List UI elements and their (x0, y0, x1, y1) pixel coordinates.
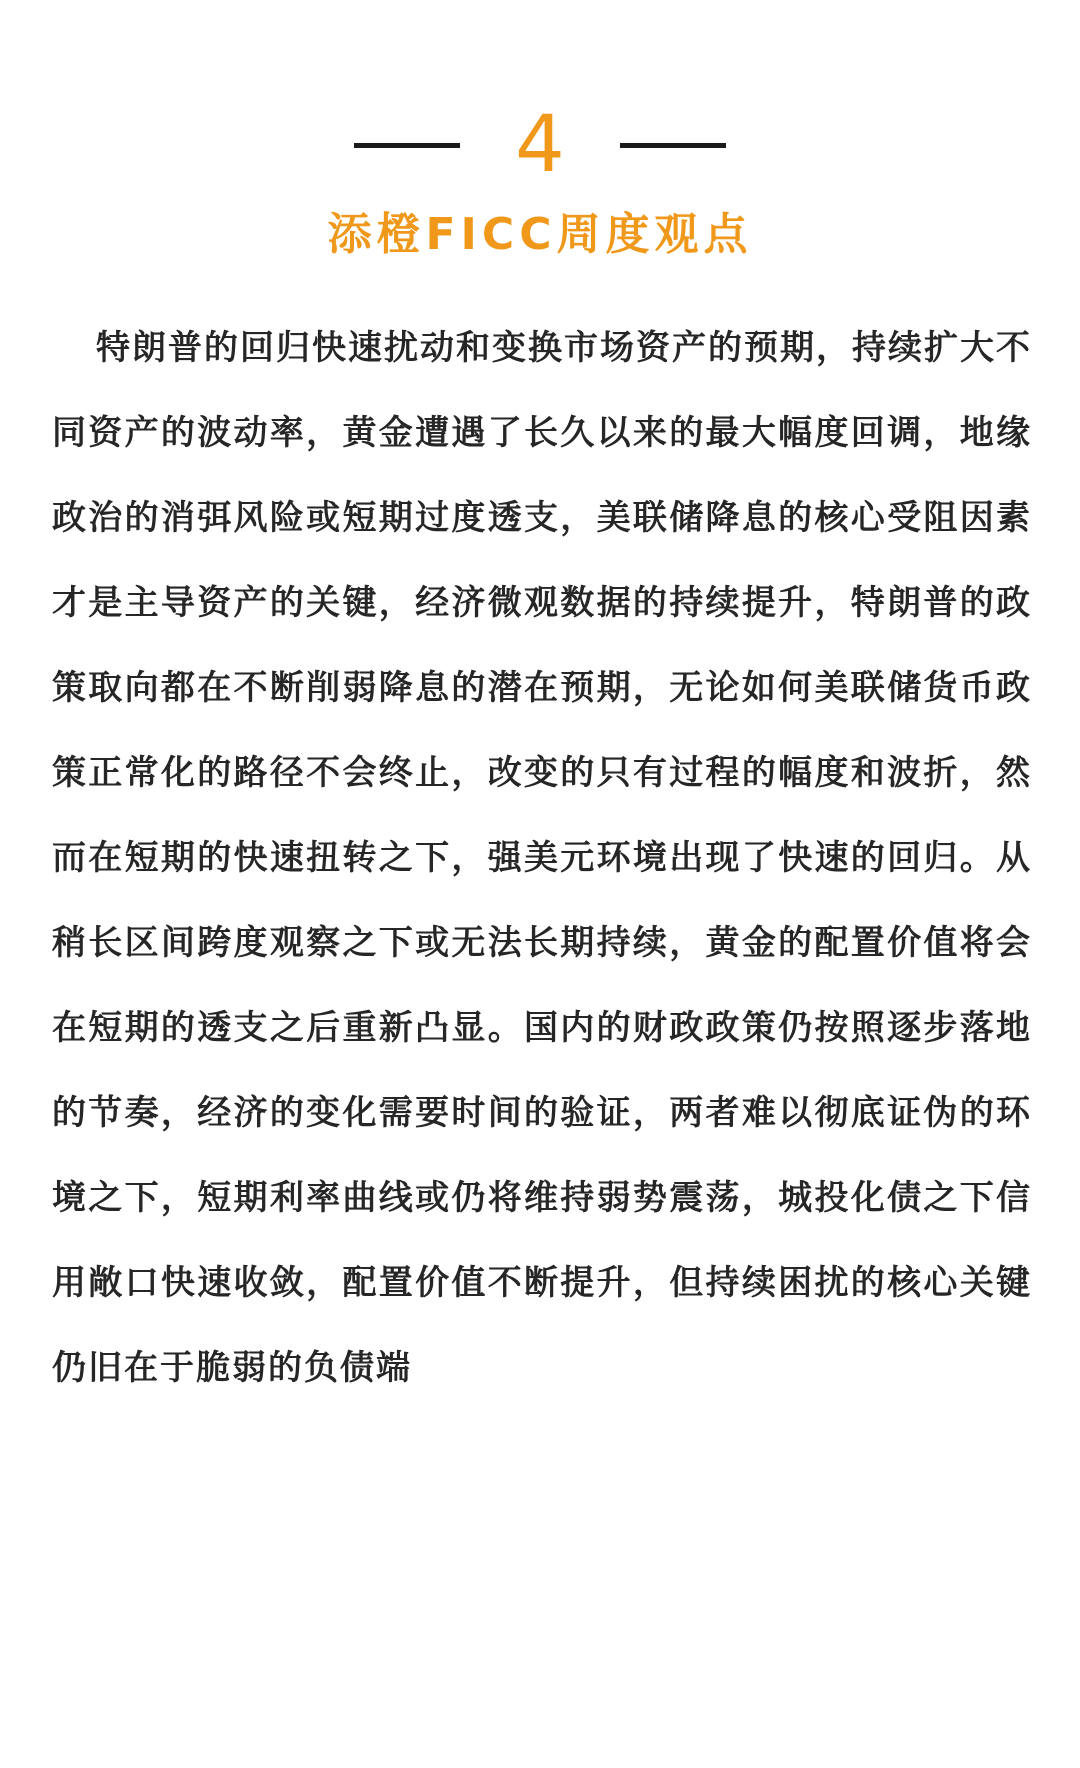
body-paragraph: 特朗普的回归快速扰动和变换市场资产的预期，持续扩大不同资产的波动率，黄金遭遇了长久以来的最大幅度回调，地缘政治的消弭风险或短期过度透支，美联储降息的核心受阻因素才是主导资产的关键，经济微观数据的持续提升，特朗普的政策取向都在不断削弱降息的潜在预期，无论如何美联储货币政策正常化的路径不会终止，改变的只有过程的幅度和波折，然而在短期的快速扭转之下，强美元环境出现了快速的回归。从稍长区间跨度观察之下或无法长期持续，黄金的配置价值将会在短期的透支之后重新凸显。国内的财政政策仍按照逐步落地的节奏，经济的变化需要时间的验证，两者难以彻底证伪的环境之下，短期利率曲线或仍将维持弱势震荡，城投化债之下信用敞口快速收敛，配置价值不断提升，但持续困扰的核心关键仍旧在于脆弱的负债端 (52, 328, 1032, 1388)
section-header (0, 100, 1080, 190)
section-title: 添橙FICC周度观点 (327, 209, 753, 260)
section-number: 4 (515, 100, 565, 190)
right-divider (620, 143, 726, 148)
left-divider (354, 143, 460, 148)
